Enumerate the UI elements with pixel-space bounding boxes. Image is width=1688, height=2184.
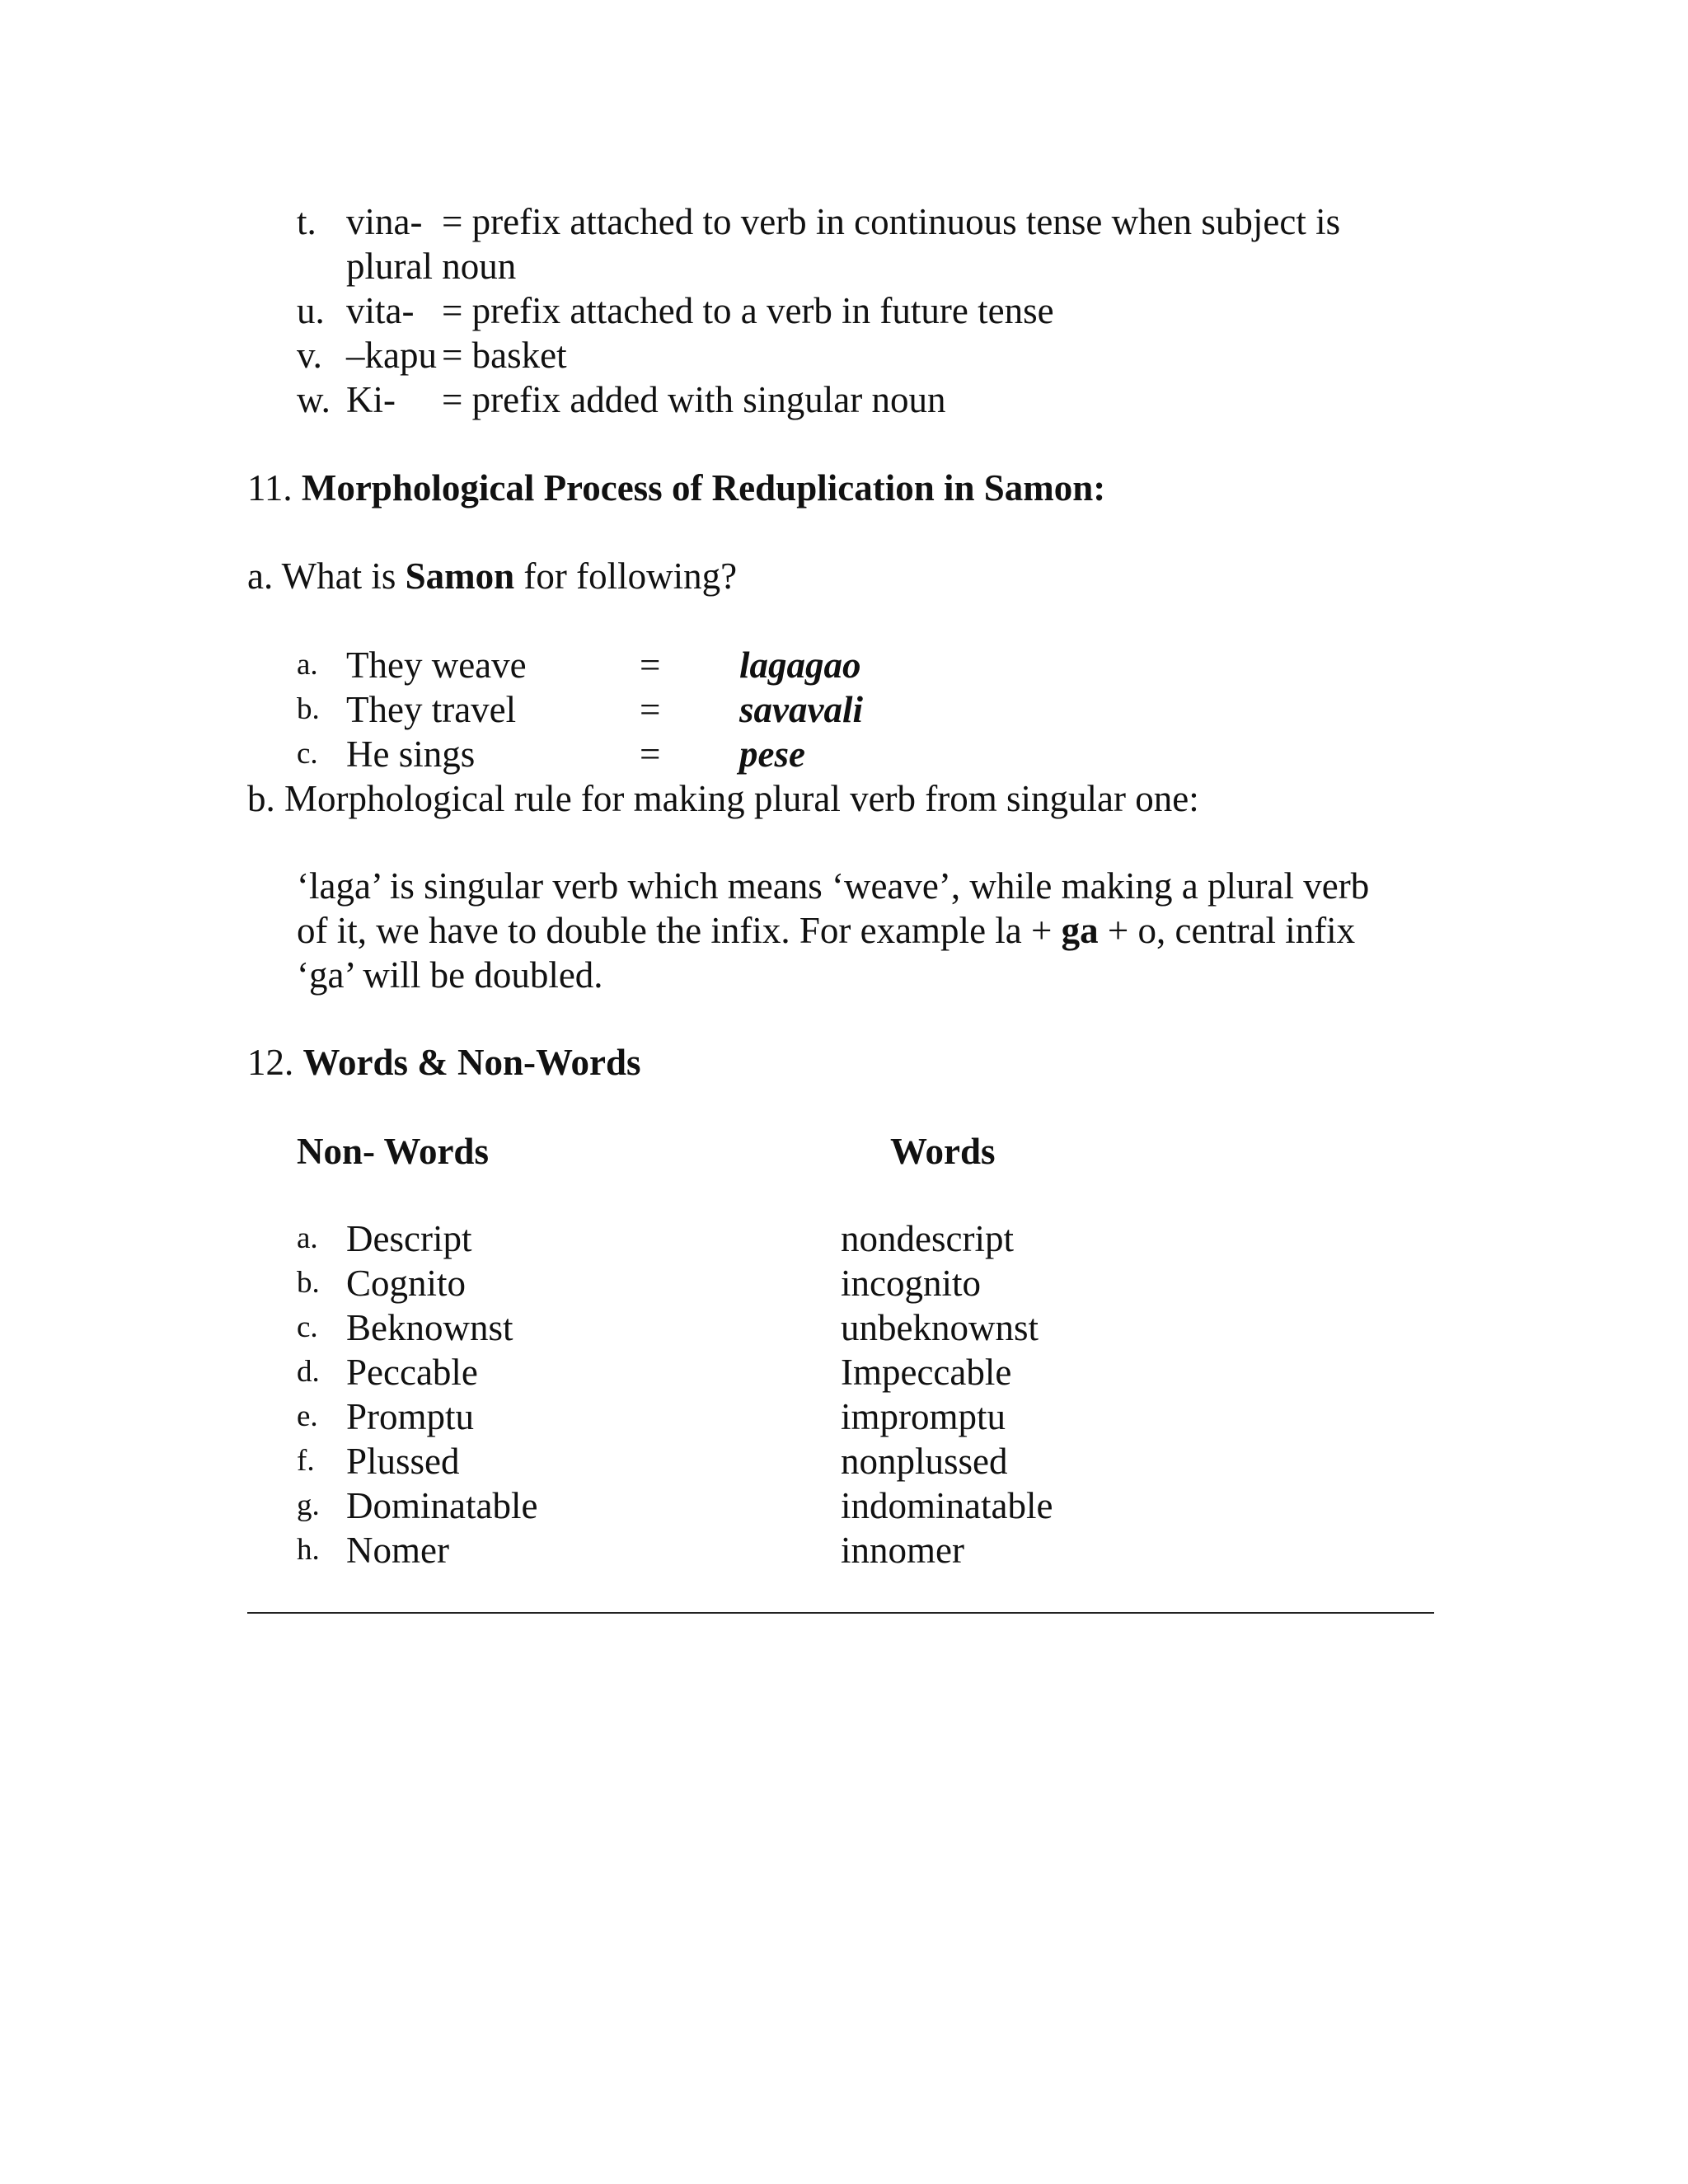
equals-sign: = (640, 644, 661, 686)
samon-word: savavali (739, 689, 863, 730)
section-title: Words & Non-Words (302, 1042, 641, 1083)
word: nonplussed (841, 1441, 1008, 1482)
rule-infix: ga (1061, 910, 1099, 951)
section-12-heading (247, 1040, 641, 1085)
column-header-nonwords: Non- Words (297, 1131, 489, 1172)
word: incognito (841, 1263, 981, 1304)
rule-text: of it, we have to double the infix. For example la + (297, 910, 1062, 951)
question-a-bold: Samon (405, 555, 515, 597)
word: nondescript (841, 1218, 1014, 1259)
horizontal-divider (247, 1612, 1434, 1614)
rule-line: ‘laga’ is singular verb which means ‘weave’, while making a plural verb (297, 865, 1370, 907)
question-a-suffix: for following? (514, 555, 738, 597)
glossary-definition: = prefix attached to a verb in future tense (442, 290, 1054, 331)
nonword: Beknownst (346, 1307, 513, 1348)
nonword: Dominatable (346, 1485, 538, 1526)
nonword: Nomer (346, 1530, 449, 1571)
samon-word: pese (739, 733, 805, 775)
rule-text: + o, central infix (1098, 910, 1356, 951)
english-phrase: They travel (346, 689, 517, 730)
word: impromptu (841, 1396, 1006, 1437)
glossary-letter: v. (297, 335, 322, 376)
row-letter: f. (297, 1444, 315, 1478)
glossary-term: Ki- (346, 379, 396, 420)
glossary-definition: = prefix attached to verb in continuous tense when subject is (442, 201, 1341, 242)
rule-line (297, 908, 1355, 953)
rule-line: ‘ga’ will be doubled. (297, 954, 603, 996)
nonword: Peccable (346, 1352, 478, 1393)
glossary-letter: u. (297, 290, 325, 331)
glossary-term: vina- (346, 201, 423, 242)
nonword: Descript (346, 1218, 472, 1259)
word: Impeccable (841, 1352, 1012, 1393)
column-header-words: Words (890, 1131, 996, 1172)
item-letter: b. (297, 692, 320, 726)
question-b: b. Morphological rule for making plural verb from singular one: (247, 778, 1199, 819)
glossary-term: vita- (346, 290, 415, 331)
row-letter: g. (297, 1488, 320, 1522)
row-letter: e. (297, 1399, 318, 1433)
section-title: Morphological Process of Reduplication in Samon: (301, 467, 1106, 509)
nonword: Cognito (346, 1263, 467, 1304)
english-phrase: He sings (346, 733, 476, 775)
glossary-definition-cont: plural noun (346, 246, 517, 287)
nonword: Promptu (346, 1396, 475, 1437)
equals-sign: = (640, 733, 661, 775)
equals-sign: = (640, 689, 661, 730)
glossary-letter: t. (297, 201, 316, 242)
row-letter: b. (297, 1266, 320, 1300)
glossary-definition: = prefix added with singular noun (442, 379, 946, 420)
row-letter: c. (297, 1310, 318, 1344)
word: unbeknownst (841, 1307, 1039, 1348)
glossary-definition: = basket (442, 335, 567, 376)
row-letter: d. (297, 1355, 320, 1389)
item-letter: a. (297, 648, 318, 682)
section-11-heading (247, 466, 1105, 510)
section-number: 12. (247, 1042, 294, 1083)
item-letter: c. (297, 737, 318, 771)
glossary-term: –kapu (346, 335, 437, 376)
glossary-letter: w. (297, 379, 331, 420)
row-letter: h. (297, 1533, 320, 1567)
nonword: Plussed (346, 1441, 460, 1482)
english-phrase: They weave (346, 644, 527, 686)
question-a (247, 554, 737, 598)
samon-word: lagagao (739, 644, 861, 686)
question-a-prefix: a. What is (247, 555, 406, 597)
word: indominatable (841, 1485, 1053, 1526)
word: innomer (841, 1530, 964, 1571)
row-letter: a. (297, 1221, 318, 1255)
section-number: 11. (247, 467, 293, 509)
